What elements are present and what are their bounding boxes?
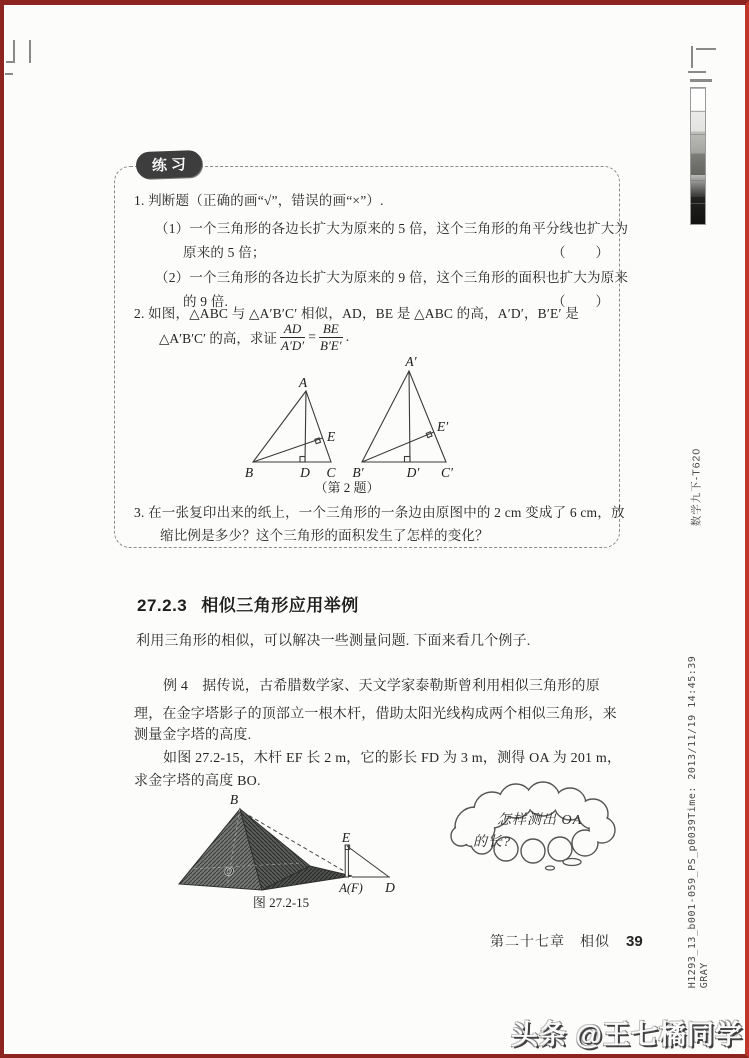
question-1-item-1-line-1: （1）一个三角形的各边长扩大为原来的 5 倍，这个三角形的角平分线也扩大为 [155, 221, 629, 236]
pyramid-caption: 图 27.2-15 [252, 895, 310, 910]
page-footer [490, 931, 643, 951]
page-number: 39 [626, 933, 643, 950]
figure-paragraph-line-1: 如图 27.2-15，木杆 EF 长 2 m，它的影长 FD 为 3 m，测得 OA 为 201 m， [163, 751, 622, 766]
similar-triangles-figure [228, 352, 478, 497]
figure-paragraph-line-2: 求金字塔的高度 BO. [134, 774, 261, 789]
vertex-label: E [327, 429, 336, 444]
pyramid-label: D [385, 880, 395, 895]
pyramid-label: B [229, 792, 239, 807]
print-mode-line: GRAY [699, 962, 710, 989]
regmark-icon [5, 73, 13, 75]
regmark-icon [688, 71, 706, 73]
pyramid-figure [140, 790, 485, 912]
example4-line-2: 理，在金字塔影子的顶部立一根木杆，借助太阳光线构成两个相似三角形，来 [134, 707, 617, 722]
figure-caption: （第 2 题） [314, 480, 380, 495]
vertex-label: B′ [352, 465, 364, 480]
fraction-ad: $\frac{AD}{A'D'}$ [281, 320, 305, 353]
question-2-line-1: 2. 如图，△ABC 与 △A′B′C′ 相似，AD，BE 是 △ABC 的高，A′D′，B′E′ 是 [134, 306, 579, 321]
regmark-icon [13, 40, 15, 63]
question-3-line-2: 缩比例是多少？这个三角形的面积发生了怎样的变化？ [160, 528, 489, 543]
question-2-line-2-prefix: △A′B′C′ 的高，求证 [159, 331, 277, 346]
thought-bubble [443, 780, 663, 880]
question-1: 1. 判断题（正确的画“√”，错误的画“×”）. [134, 193, 384, 208]
regmark-icon [29, 40, 31, 63]
answer-blank-2: （ ） [552, 294, 610, 309]
print-info-vertical-text [687, 656, 711, 989]
equals-sign: = [308, 329, 316, 344]
example4-line-1: 例 4 据传说，古希腊数学家、天文学家泰勒斯曾利用相似三角形的原 [163, 679, 600, 694]
intro-paragraph: 利用三角形的相似，可以解决一些测量问题. 下面来看几个例子. [136, 634, 531, 649]
vertex-label: A [298, 375, 308, 390]
question-1-item-2-line-1: （2）一个三角形的各边长扩大为原来的 9 倍，这个三角形的面积也扩大为原来 [155, 270, 629, 285]
answer-blank-1: （ ） [552, 245, 610, 260]
bubble-text-line-1: 怎样测出 OA [497, 813, 583, 828]
vertex-label: C′ [441, 465, 453, 480]
question-2-equation [159, 320, 349, 354]
vertex-label: B [244, 465, 254, 480]
fraction-be: $\frac{BE}{B'E'}$ [320, 320, 342, 353]
vertex-label: A′ [405, 354, 417, 369]
section-title: 相似三角形应用举例 [201, 596, 359, 615]
vertex-label: E′ [437, 419, 449, 434]
practice-badge: 练习 [136, 150, 203, 179]
vertex-label: D [300, 465, 310, 480]
period: . [345, 329, 350, 344]
question-1-item-2-line-2: 的 9 倍. [183, 294, 229, 309]
question-1-item-1-line-2: 原来的 5 倍； [183, 245, 266, 260]
section-number: 27.2.3 [137, 596, 188, 615]
question-3-line-1: 3. 在一张复印出来的纸上，一个三角形的一条边由原图中的 2 cm 变成了 6 cm，放 [134, 505, 625, 520]
regmark-icon [696, 48, 716, 50]
chapter-title: 第二十七章 相似 [490, 935, 610, 950]
pyramid-label: O [224, 864, 234, 878]
regmark-icon [691, 46, 693, 68]
watermark-text: 头条 @王七橘同学 [511, 1020, 743, 1050]
vertex-label: D′ [406, 465, 420, 480]
pyramid-label: E [341, 830, 351, 845]
vertex-label: C [326, 465, 336, 480]
print-info-line: H1293_13_b001-059_PS_p0039Time: 2013/11/19 14:45:39 [687, 655, 698, 989]
pyramid-label: A(F) [339, 881, 363, 895]
example4-line-3: 测量金字塔的高度. [134, 728, 252, 743]
grayscale-calibration-strip [690, 87, 706, 225]
book-code-vertical-text: 数学九下-T620 [690, 447, 703, 527]
section-heading [137, 591, 359, 616]
bubble-text-line-2: 的长? [473, 835, 511, 850]
regmark-icon [6, 61, 15, 63]
regmark-icon [690, 79, 712, 82]
